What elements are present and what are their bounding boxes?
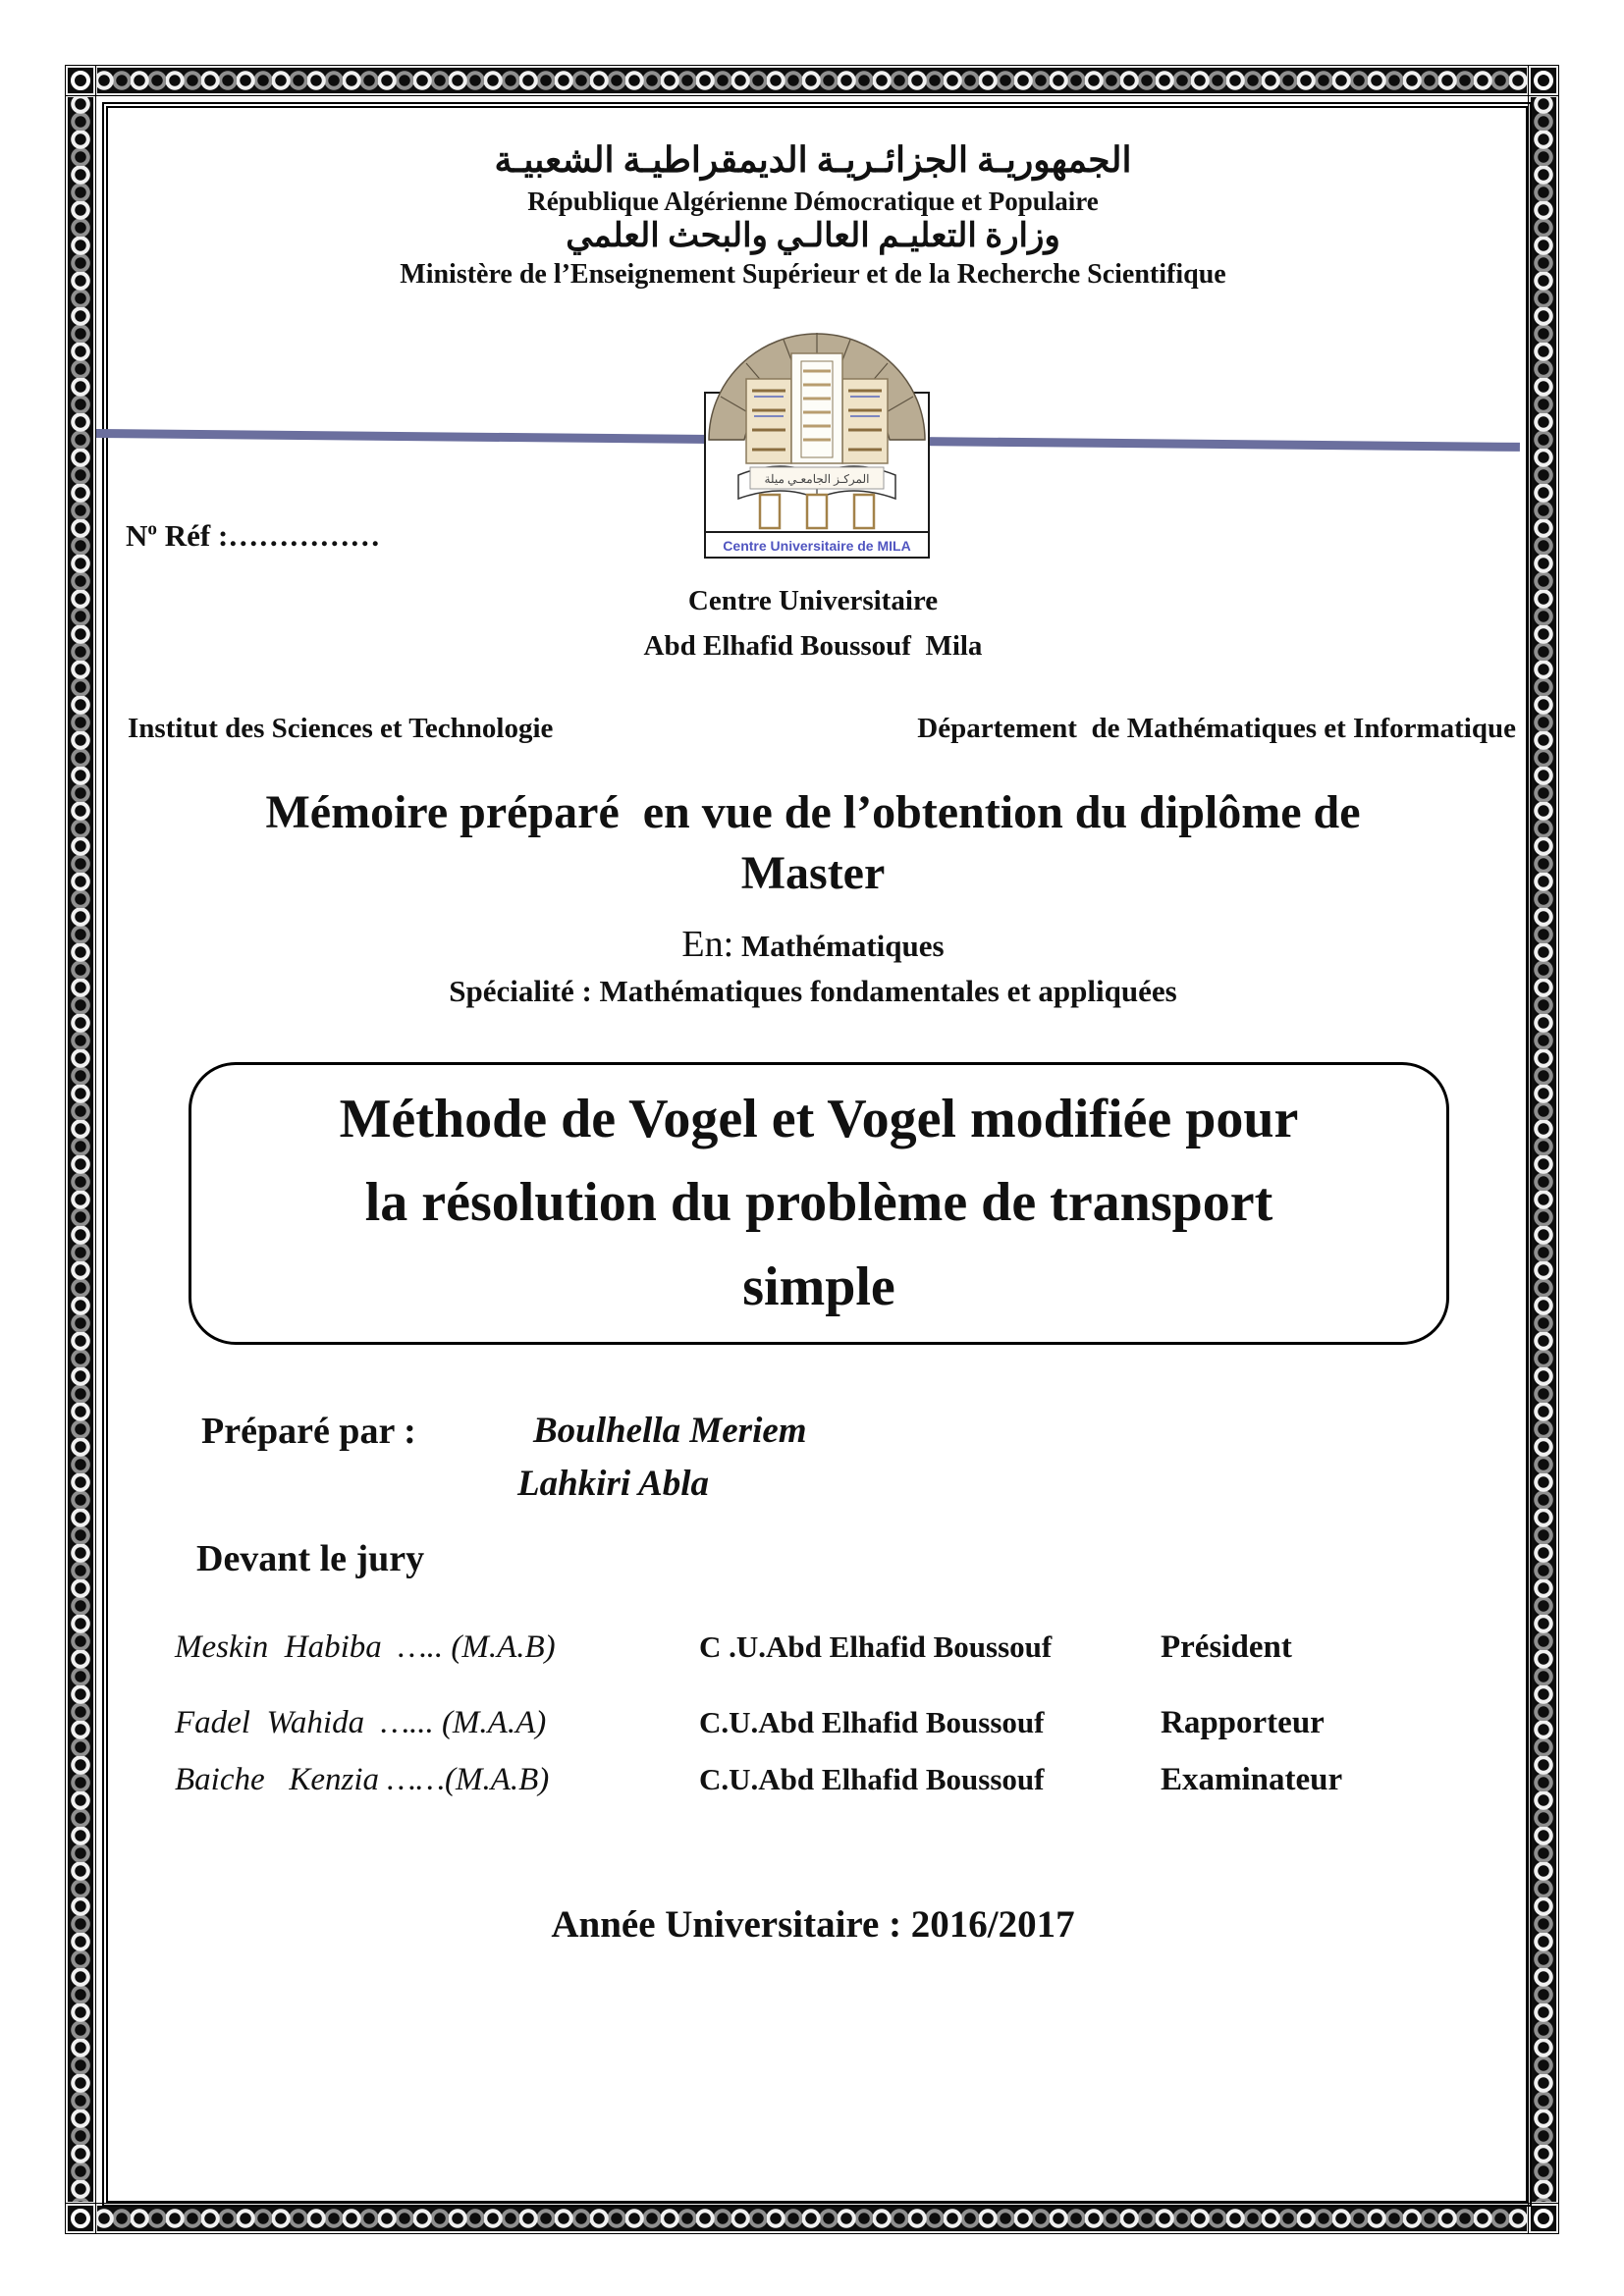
ref-prefix: N: [126, 518, 148, 553]
french-republic-line: République Algérienne Démocratique et Populaire: [527, 187, 1099, 216]
ref-rest: Réf :……………: [157, 518, 381, 553]
jury-member-institution: C.U.Abd Elhafid Boussouf: [699, 1762, 1045, 1796]
degree-statement-line2: Master: [740, 847, 886, 899]
logo-banner-arabic: المركـز الجامعـي ميلة: [764, 472, 870, 486]
logo-caption: Centre Universitaire de MILA: [723, 538, 911, 554]
institute-label: Institut des Sciences et Technologie: [128, 713, 554, 744]
thesis-title-line3: simple: [742, 1255, 895, 1317]
jury-member-role: Rapporteur: [1161, 1705, 1325, 1740]
degree-statement-line1: Mémoire préparé en vue de l’obtention du diplôme de: [265, 786, 1361, 838]
arabic-ministry-line: وزارة التعليـم العالـي والبحث العلمي: [566, 218, 1060, 254]
academic-year: Année Universitaire : 2016/2017: [551, 1903, 1075, 1946]
reference-number: [126, 518, 380, 554]
frame-corner-ring-icon: [1528, 2203, 1559, 2234]
author-name: Lahkiri Abla: [517, 1464, 709, 1504]
frame-corner-ring-icon: [65, 65, 96, 96]
institution-line2: Abd Elhafid Boussouf Mila: [643, 630, 983, 662]
jury-member-institution: C .U.Abd Elhafid Boussouf: [699, 1629, 1053, 1664]
author-name: Boulhella Meriem: [533, 1411, 807, 1451]
jury-heading: Devant le jury: [196, 1538, 425, 1579]
thesis-title-box: [189, 1062, 1449, 1345]
jury-member-institution: C.U.Abd Elhafid Boussouf: [699, 1705, 1045, 1739]
ref-sup: o: [147, 518, 157, 540]
jury-member-role: Président: [1161, 1629, 1292, 1665]
specialty-line: Spécialité : Mathématiques fondamentales et appliquées: [449, 974, 1177, 1008]
frame-border-bottom: [94, 2203, 1530, 2234]
university-logo: [699, 320, 935, 561]
field-value: Mathématiques: [733, 929, 945, 963]
frame-border-right: [1528, 94, 1559, 2205]
jury-member-name: Fadel Wahida …... (M.A.A): [175, 1705, 547, 1740]
jury-member-role: Examinateur: [1161, 1762, 1343, 1797]
frame-border-top: [94, 65, 1530, 96]
prepared-by-label: Préparé par :: [201, 1411, 416, 1452]
field-prefix: En:: [681, 924, 734, 965]
french-ministry-line: Ministère de l’Enseignement Supérieur et de la Recherche Scientifique: [400, 259, 1226, 290]
field-line: [65, 923, 1561, 966]
thesis-title-line1: Méthode de Vogel et Vogel modifiée pour: [339, 1089, 1299, 1150]
department-label: Département de Mathématiques et Informatique: [917, 713, 1516, 744]
frame-corner-ring-icon: [1528, 65, 1559, 96]
frame-corner-ring-icon: [65, 2203, 96, 2234]
affiliations-row: [65, 713, 1561, 745]
jury-member-name: Meskin Habiba ….. (M.A.B): [175, 1629, 556, 1665]
arabic-republic-line: الجمهوريـة الجزائـريـة الديمقراطيـة الشعبيـة: [494, 140, 1132, 180]
institution-line1: Centre Universitaire: [687, 585, 939, 616]
frame-border-left: [65, 94, 96, 2205]
jury-member-name: Baiche Kenzia ……(M.A.B): [175, 1762, 550, 1797]
thesis-title-line2: la résolution du problème de transport: [364, 1172, 1273, 1234]
